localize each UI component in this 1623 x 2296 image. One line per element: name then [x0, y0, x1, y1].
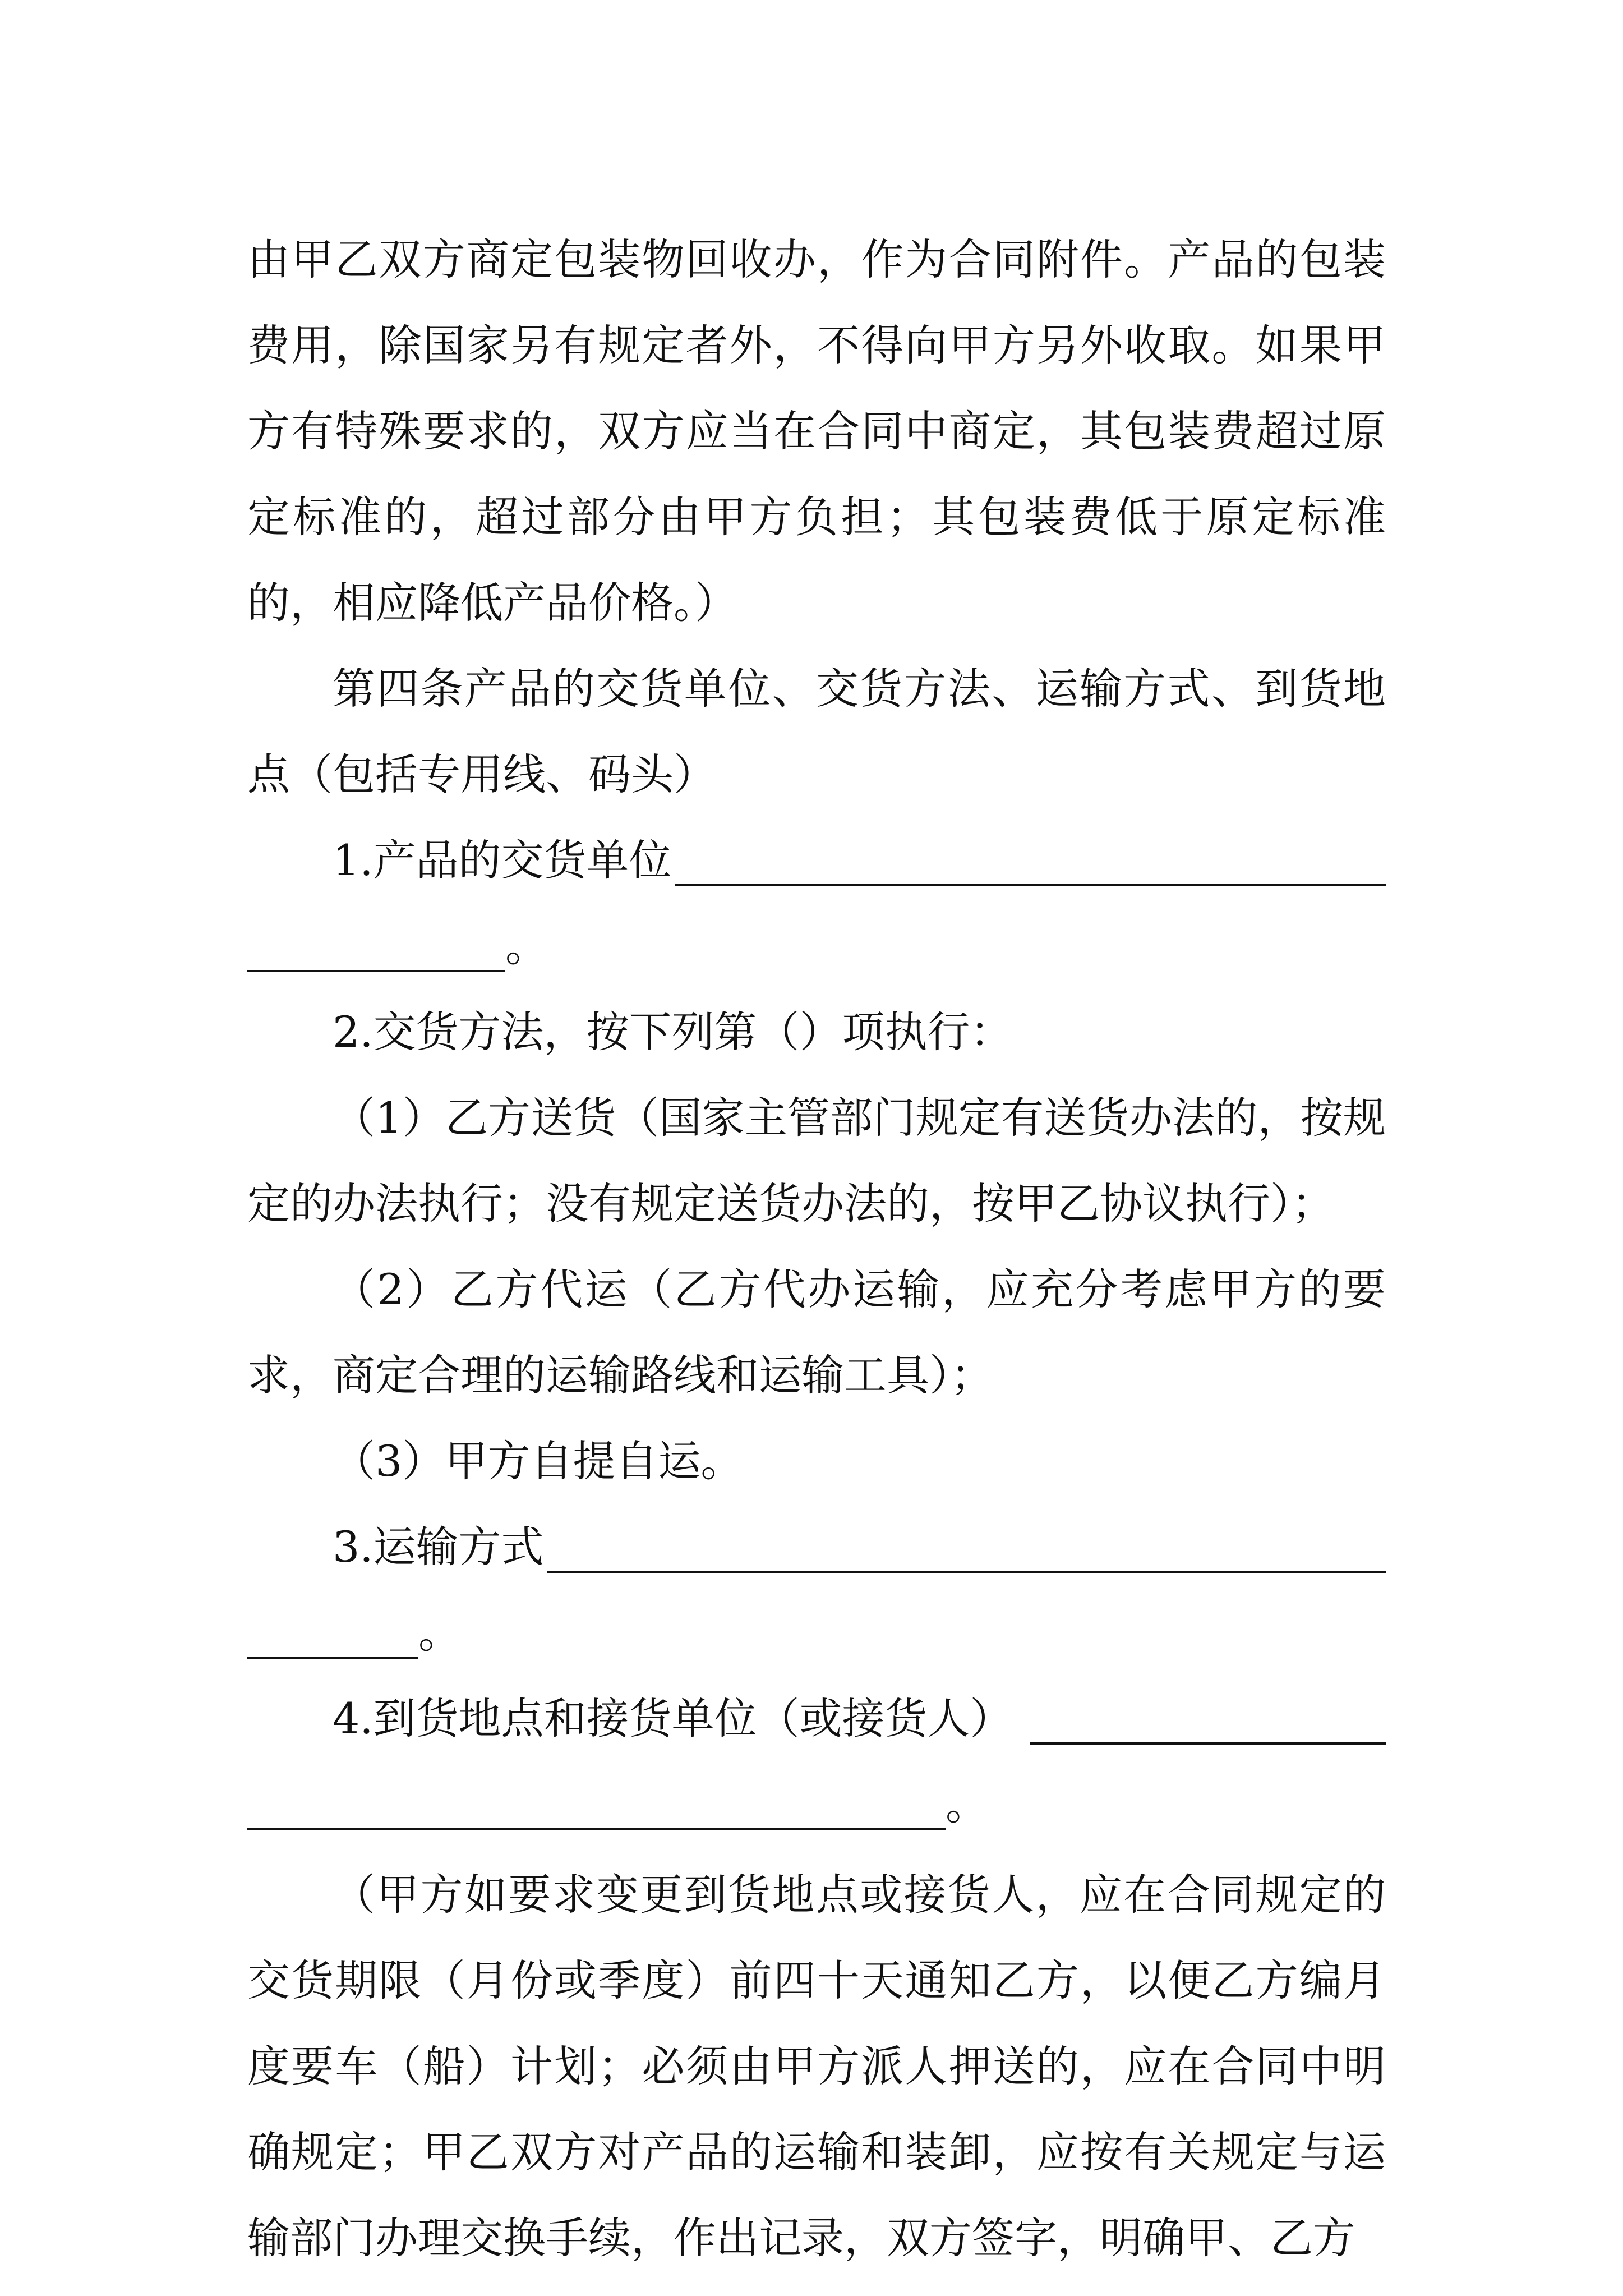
document-body — [247, 217, 1386, 2281]
item-3-blank-line — [547, 1571, 1386, 1573]
item-1-label: 1.产品的交货单位 — [333, 835, 672, 885]
item-4-end-mark: 。 — [946, 1779, 988, 1829]
item-2-option-1: （1）乙方送货（国家主管部门规定有送货办法的，按规定的办法执行；没有规定送货办法的，按甲乙协议执行）； — [247, 1093, 1386, 1228]
paragraph-article-4-heading: 第四条产品的交货单位、交货方法、运输方式、到货地点（包括专用线、码头） — [247, 664, 1386, 799]
item-4-label: 4.到货地点和接货单位（或接货人） — [333, 1694, 1013, 1743]
item-2-option-3: （3）甲方自提自运。 — [333, 1436, 744, 1486]
item-3-label: 3.运输方式 — [333, 1522, 544, 1572]
paragraph-destination-change: （甲方如要求变更到货地点或接货人，应在合同规定的交货期限（月份或季度）前四十天通知乙方，以便乙方编月度要车（船）计划；必须由甲方派人押送的，应在合同中明确规定；甲乙双方对产品的运输和装卸，应按有关规定与运输部门办理交换手续，作出记录，双方签字，明确甲、乙方 — [247, 1870, 1386, 2263]
item-1-end-mark: 。 — [505, 921, 548, 971]
item-3-blank-continuation — [247, 1657, 418, 1659]
item-1-continuation — [247, 903, 1386, 989]
item-4-blank-line — [1030, 1742, 1386, 1745]
item-2-option-2: （2）乙方代运（乙方代办运输，应充分考虑甲方的要求，商定合理的运输路线和运输工具）； — [247, 1264, 1386, 1400]
item-3-transport-mode — [247, 1504, 1386, 1590]
item-4-continuation — [247, 1761, 1386, 1847]
item-2-delivery-method: 2.交货方法，按下列第（）项执行： — [333, 1007, 1013, 1057]
item-4-destination — [247, 1676, 1386, 1761]
paragraph-packaging: 由甲乙双方商定包装物回收办，作为合同附件。产品的包装费用，除国家另有规定者外，不得向甲方另外收取。如果甲方有特殊要求的，双方应当在合同中商定，其包装费超过原定标准的，超过部分由甲方负担；其包装费低于原定标准的，相应降低产品价格。） — [247, 234, 1386, 628]
item-1-blank-continuation — [247, 970, 505, 972]
item-1-delivery-unit — [247, 817, 1386, 903]
item-3-end-mark: 。 — [418, 1608, 461, 1658]
item-4-blank-continuation — [247, 1828, 946, 1830]
item-3-continuation — [247, 1590, 1386, 1676]
item-1-blank-line — [675, 884, 1386, 886]
